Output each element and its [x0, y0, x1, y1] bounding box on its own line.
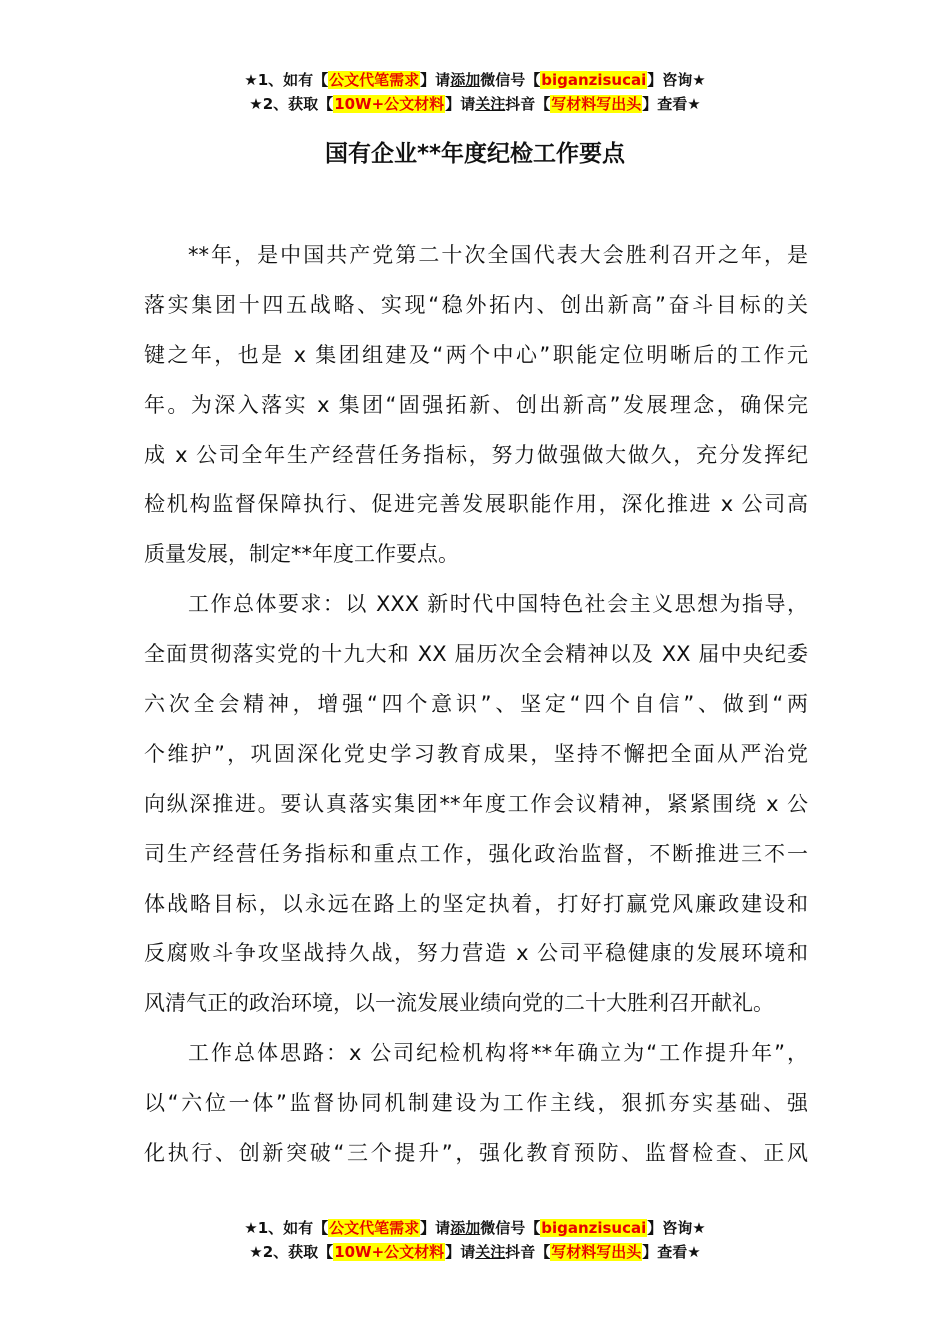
star-icon: ★	[244, 1219, 258, 1237]
document-body	[144, 231, 808, 1179]
body-line: 检机构监督保障执行、促进完善发展职能作用，深化推进 x 公司高	[144, 492, 808, 517]
body-line: 化执行、创新突破“三个提升”，强化教育预防、监督检查、正风	[144, 1141, 808, 1166]
body-line: 落实集团十四五战略、实现“稳外拓内、创出新高”奋斗目标的关	[144, 292, 808, 317]
body-line: 全面贯彻落实党的十九大和 XX 届历次全会精神以及 XX 届中央纪委	[144, 642, 808, 667]
star-icon: ★	[244, 71, 258, 89]
promo-line-2: ★2、获取【10W+公文材料】请关注抖音【写材料写出头】查看★	[249, 1243, 701, 1261]
highlight-writing-service: 公文代笔需求	[329, 1219, 420, 1237]
promo-line-2: ★2、获取【10W+公文材料】请关注抖音【写材料写出头】查看★	[249, 95, 701, 113]
highlight-materials: 10W+公文材料	[334, 95, 445, 113]
body-line: 工作总体要求：以 XXX 新时代中国特色社会主义思想为指导，	[188, 592, 808, 617]
highlight-wechat-id: biganzisucai	[541, 1219, 647, 1237]
promo-line-1: ★1、如有【公文代笔需求】请添加微信号【biganzisucai】咨询★	[244, 71, 706, 89]
body-line: **年，是中国共产党第二十次全国代表大会胜利召开之年，是	[188, 243, 808, 267]
document-title: 国有企业**年度纪检工作要点	[324, 141, 626, 167]
body-line: 个维护”，巩固深化党史学习教育成果，坚持不懈把全面从严治党	[144, 741, 808, 766]
body-line: 工作总体思路：x 公司纪检机构将**年确立为“工作提升年”，	[188, 1041, 808, 1066]
body-line: 司生产经营任务指标和重点工作，强化政治监督，不断推进三不一	[144, 841, 808, 866]
promo-banner-top	[0, 68, 950, 116]
highlight-douyin-account: 写材料写出头	[551, 95, 642, 113]
highlight-douyin-account: 写材料写出头	[551, 1243, 642, 1261]
promo-line-1: ★1、如有【公文代笔需求】请添加微信号【biganzisucai】咨询★	[244, 1219, 706, 1237]
star-icon: ★	[249, 95, 263, 113]
body-line: 反腐败斗争攻坚战持久战，努力营造 x 公司平稳健康的发展环境和	[144, 941, 808, 966]
body-line: 风清气正的政治环境，以一流发展业绩向党的二十大胜利召开献礼。	[144, 991, 774, 1016]
body-line: 六次全会精神，增强“四个意识”、坚定“四个自信”、做到“两	[144, 692, 808, 717]
highlight-materials: 10W+公文材料	[334, 1243, 445, 1261]
body-line: 键之年，也是 x 集团组建及“两个中心”职能定位明晰后的工作元	[144, 342, 808, 367]
body-line: 年。为深入落实 x 集团“固强拓新、创出新高”发展理念，确保完	[144, 392, 808, 417]
body-line: 质量发展，制定**年度工作要点。	[144, 542, 459, 567]
highlight-writing-service: 公文代笔需求	[329, 71, 420, 89]
body-line: 成 x 公司全年生产经营任务指标，努力做强做大做久，充分发挥纪	[144, 442, 808, 467]
body-line: 体战略目标，以永远在路上的坚定执着，打好打赢党风廉政建设和	[144, 891, 808, 916]
highlight-wechat-id: biganzisucai	[541, 71, 647, 89]
body-line: 以“六位一体”监督协同机制建设为工作主线，狠抓夯实基础、强	[144, 1091, 808, 1116]
body-line: 向纵深推进。要认真落实集团**年度工作会议精神，紧紧围绕 x 公	[144, 791, 808, 816]
promo-banner-bottom	[0, 1216, 950, 1264]
star-icon: ★	[249, 1243, 263, 1261]
